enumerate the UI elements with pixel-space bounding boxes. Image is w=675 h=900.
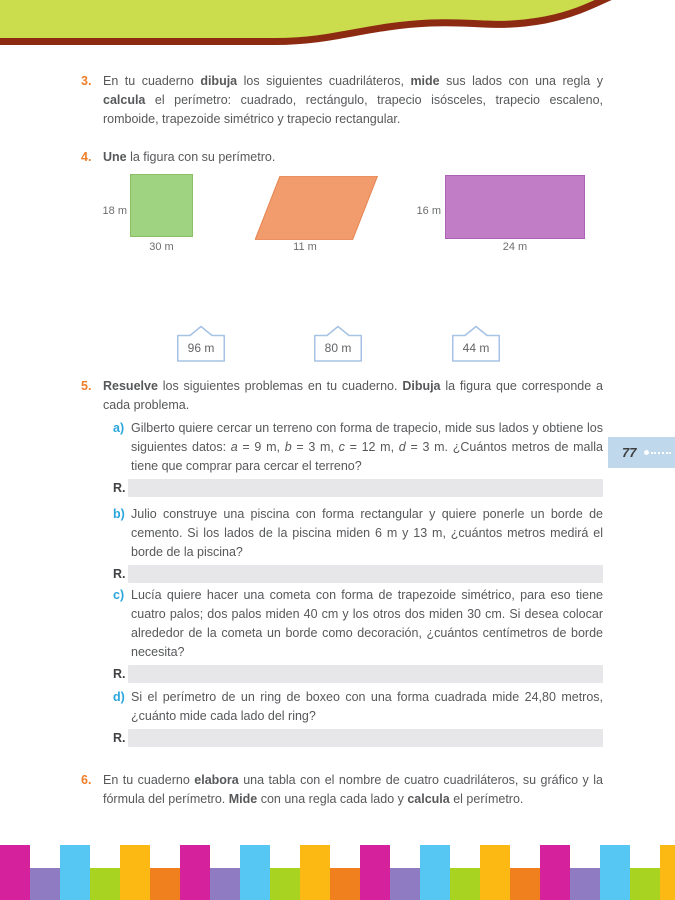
problem-a-letter: a) <box>113 421 125 435</box>
problem-c-letter: c) <box>113 588 125 602</box>
answer-label-b: R. <box>113 567 126 581</box>
exercise-3-number: 3. <box>81 74 92 88</box>
answer-field-c[interactable] <box>128 665 603 683</box>
rectangle-side-label: 16 m <box>416 205 441 217</box>
exercise-3 <box>81 72 603 129</box>
problem-b <box>113 505 603 583</box>
figures-row <box>81 174 603 260</box>
footer-bar <box>240 845 270 900</box>
footer-bar <box>60 845 90 900</box>
exercise-6 <box>81 771 603 809</box>
footer-bar <box>180 845 210 900</box>
problem-c <box>113 586 603 683</box>
problem-d <box>113 688 603 747</box>
answer-label-d: R. <box>113 731 126 745</box>
exercise-4-text: Une la figura con su perímetro. <box>103 150 276 164</box>
footer-bar <box>270 868 300 900</box>
footer-bar <box>630 868 660 900</box>
footer-bar <box>330 868 360 900</box>
footer-bar <box>30 868 60 900</box>
problem-c-text: Lucía quiere hacer una cometa con forma de trapezoide simétrico, para eso tiene cuatro palos; dos palos miden 40 cm y los otros dos miden 30 cm. Si desea colocar alrededor de la cometa un borde como decoración, ¿cuántos centímetros de borde necesita? <box>131 588 603 659</box>
footer-bar <box>600 845 630 900</box>
footer-bar <box>420 845 450 900</box>
dotted-leader-icon <box>651 452 671 454</box>
footer-bar <box>150 868 180 900</box>
rectangle-base-label: 24 m <box>502 241 528 253</box>
exercise-4-number: 4. <box>81 150 92 164</box>
answer-field-d[interactable] <box>128 729 603 747</box>
problem-b-text: Julio construye una piscina con forma rectangular y quiere ponerle un borde de cemento. Si los lados de la piscina miden 6 m y 13 m, ¿cuántos metros medirá el borde de la piscina? <box>131 507 603 559</box>
footer-bar <box>510 868 540 900</box>
problem-a <box>113 419 603 497</box>
parallelogram-base-label: 11 m <box>293 241 317 253</box>
exercise-5-number: 5. <box>81 379 92 393</box>
exercise-5 <box>81 377 603 747</box>
footer-bar <box>450 868 480 900</box>
exercise-5-text: Resuelve los siguientes problemas en tu cuaderno. Dibuja la figura que corresponde a cada problema. <box>103 379 603 412</box>
exercise-4 <box>81 148 603 167</box>
page-number-tab <box>608 437 675 468</box>
answer-field-b[interactable] <box>128 565 603 583</box>
perimeter-badge-44[interactable] <box>452 325 500 362</box>
perimeter-badge-96[interactable] <box>177 325 225 362</box>
answer-field-a[interactable] <box>128 479 603 497</box>
footer-bars <box>0 845 675 900</box>
footer-bar <box>90 868 120 900</box>
badge-value: 80 m <box>324 341 352 355</box>
page-number: 77 <box>622 445 637 460</box>
dot-icon <box>644 450 649 455</box>
answer-label-a: R. <box>113 481 126 495</box>
parallelogram-figure[interactable] <box>255 176 378 240</box>
footer-bar <box>660 845 675 900</box>
footer-bar <box>0 845 30 900</box>
footer-bar <box>120 845 150 900</box>
problem-d-text: Si el perímetro de un ring de boxeo con una forma cuadrada mide 24,80 metros, ¿cuánto mide cada lado del ring? <box>131 690 603 723</box>
problem-a-text: Gilberto quiere cercar un terreno con forma de trapecio, mide sus lados y obtiene los siguientes datos: a = 9 m, b = 3 m, c = 12 m, d = 3 m. ¿Cuántos metros de malla tiene que comprar para cercar el terreno? <box>131 421 603 473</box>
perimeter-badges-row <box>81 325 603 362</box>
footer-bar <box>570 868 600 900</box>
square-side-label: 18 m <box>102 205 127 217</box>
square-base-label: 30 m <box>149 241 174 253</box>
footer-bar <box>210 868 240 900</box>
exercise-6-text: En tu cuaderno elabora una tabla con el nombre de cuatro cuadriláteros, su gráfico y la fórmula del perímetro. Mide con una regla cada lado y calcula el perímetro. <box>103 773 603 806</box>
answer-label-c: R. <box>113 667 126 681</box>
footer-bar <box>300 845 330 900</box>
footer-bar <box>480 845 510 900</box>
footer-bar <box>540 845 570 900</box>
exercise-3-text: En tu cuaderno dibuja los siguientes cuadriláteros, mide sus lados con una regla y calcula el perímetro: cuadrado, rectángulo, trapecio isósceles, trapecio escaleno, romboide, trapezoide simétrico y trapecio rectangular. <box>103 74 603 126</box>
badge-value: 96 m <box>187 341 215 355</box>
footer-bar <box>360 845 390 900</box>
square-figure[interactable] <box>130 174 193 237</box>
exercise-6-number: 6. <box>81 773 92 787</box>
badge-value: 44 m <box>462 341 490 355</box>
perimeter-badge-80[interactable] <box>314 325 362 362</box>
problem-d-letter: d) <box>113 690 125 704</box>
rectangle-figure[interactable] <box>445 175 585 239</box>
problem-b-letter: b) <box>113 507 125 521</box>
footer-bar <box>390 868 420 900</box>
